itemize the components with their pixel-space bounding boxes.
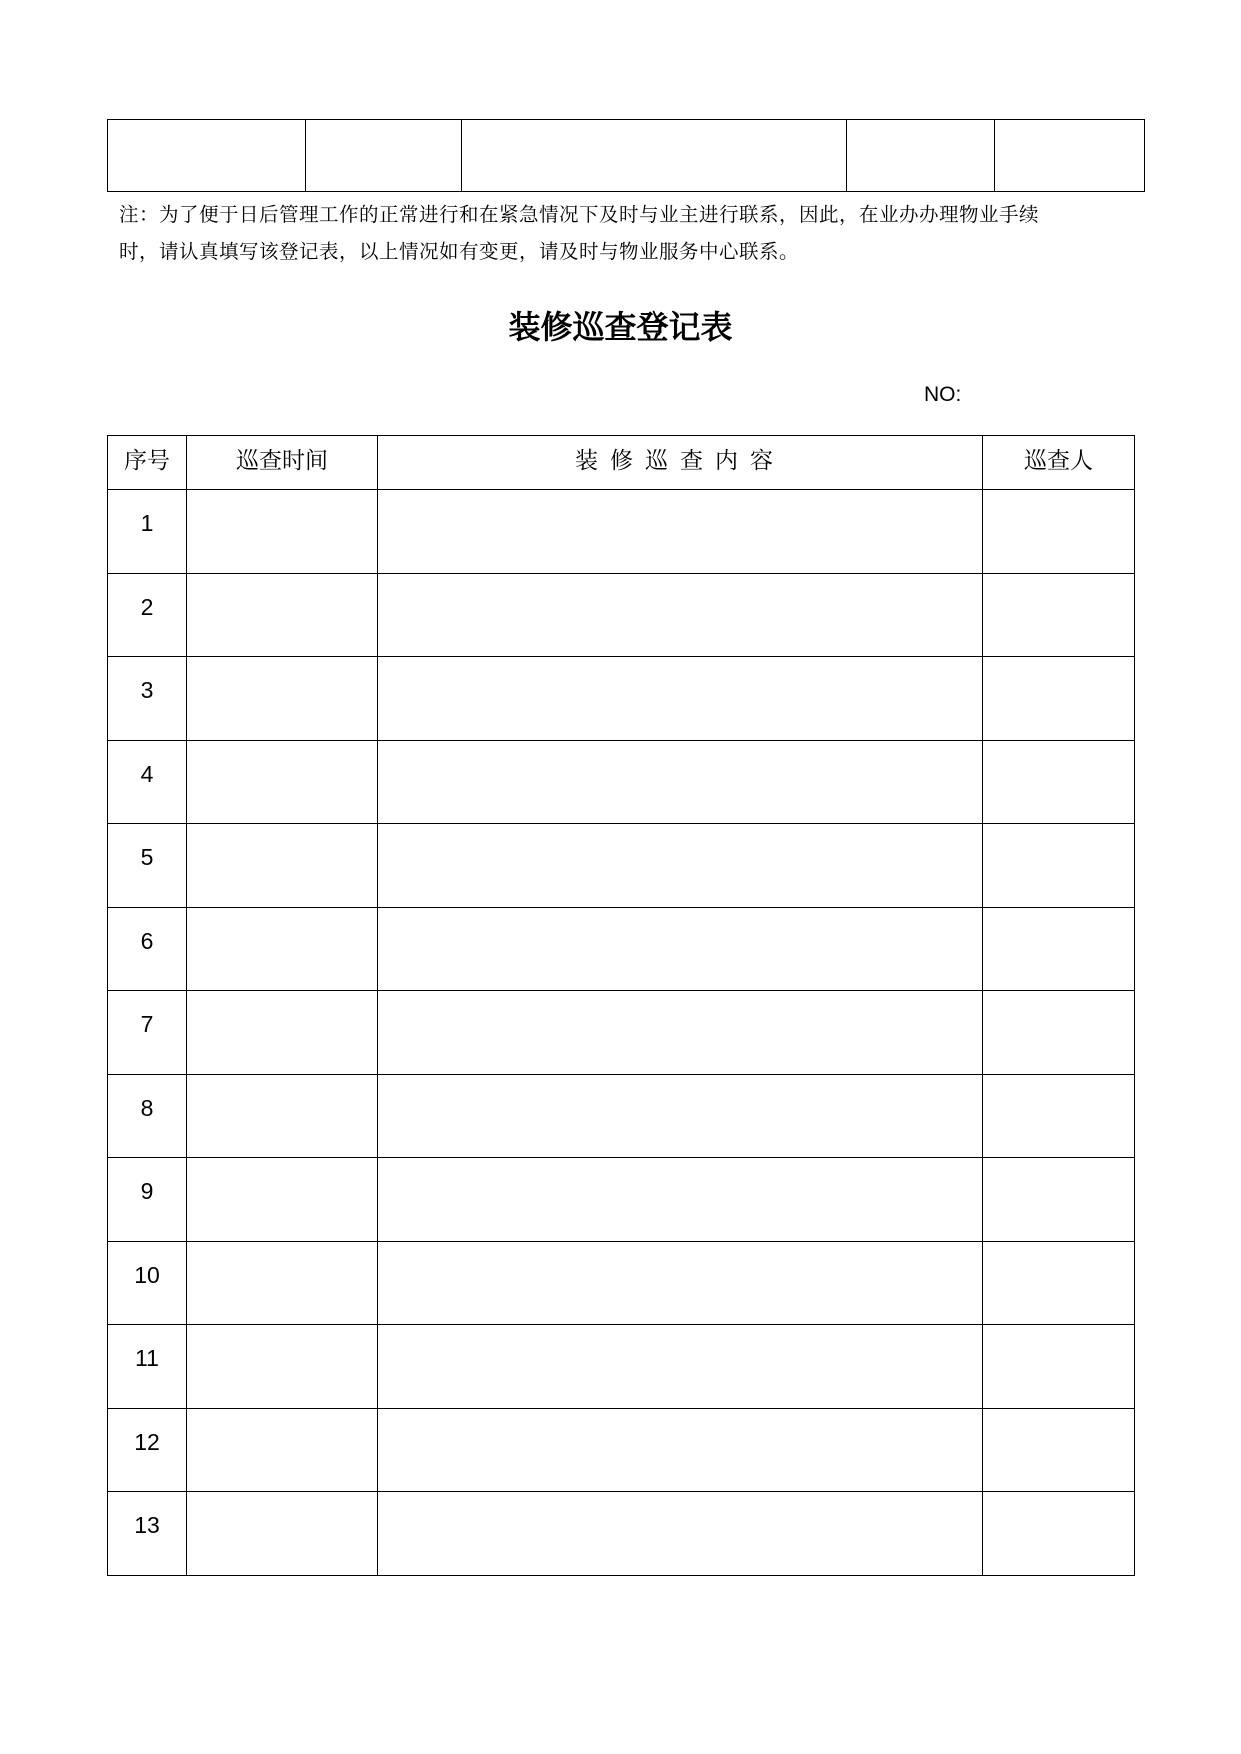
row-seq-number: 12 [108,1408,187,1492]
row-inspection-time-cell[interactable] [187,824,378,908]
row-inspection-time-cell[interactable] [187,1325,378,1409]
row-inspector-cell[interactable] [983,1074,1135,1158]
blank-cell[interactable] [462,120,847,192]
table-row [108,907,1135,991]
row-seq-number: 6 [108,907,187,991]
row-inspection-content-cell[interactable] [378,1158,983,1242]
row-seq-number: 5 [108,824,187,908]
row-inspector-cell[interactable] [983,1241,1135,1325]
row-seq-number: 1 [108,490,187,574]
row-seq-number: 10 [108,1241,187,1325]
registration-note [119,196,1139,270]
row-seq-number: 9 [108,1158,187,1242]
header-seq: 序号 [108,436,187,490]
row-inspection-time-cell[interactable] [187,1408,378,1492]
row-inspection-time-cell[interactable] [187,490,378,574]
table-row [108,1408,1135,1492]
row-inspection-content-cell[interactable] [378,490,983,574]
table-row [108,1158,1135,1242]
blank-cell[interactable] [306,120,462,192]
previous-form-table-fragment [107,119,1145,192]
row-inspection-content-cell[interactable] [378,657,983,741]
table-row [108,824,1135,908]
header-inspection-content: 装修巡查内容 [378,436,983,490]
row-seq-number: 11 [108,1325,187,1409]
blank-cell[interactable] [847,120,995,192]
table-row [108,1074,1135,1158]
blank-cell[interactable] [995,120,1145,192]
table-row [108,1325,1135,1409]
row-inspector-cell[interactable] [983,657,1135,741]
row-seq-number: 7 [108,991,187,1075]
row-inspection-content-cell[interactable] [378,740,983,824]
note-line-2: 时，请认真填写该登记表，以上情况如有变更，请及时与物业服务中心联系。 [119,240,800,263]
row-inspector-cell[interactable] [983,573,1135,657]
row-inspection-time-cell[interactable] [187,657,378,741]
row-inspection-content-cell[interactable] [378,1074,983,1158]
row-inspection-time-cell[interactable] [187,1241,378,1325]
row-inspector-cell[interactable] [983,1492,1135,1576]
blank-cell[interactable] [108,120,306,192]
row-seq-number: 4 [108,740,187,824]
row-seq-number: 2 [108,573,187,657]
row-inspector-cell[interactable] [983,490,1135,574]
row-inspection-content-cell[interactable] [378,573,983,657]
header-inspection-time: 巡查时间 [187,436,378,490]
table-row [108,490,1135,574]
row-inspection-content-cell[interactable] [378,1241,983,1325]
form-number-label: NO: [924,383,962,406]
row-inspection-content-cell[interactable] [378,907,983,991]
row-inspector-cell[interactable] [983,824,1135,908]
row-inspection-content-cell[interactable] [378,1408,983,1492]
row-inspection-time-cell[interactable] [187,1074,378,1158]
page-title: 装修巡查登记表 [508,308,733,346]
table-header-row [108,436,1135,490]
row-seq-number: 3 [108,657,187,741]
table-body [108,490,1135,1576]
row-inspector-cell[interactable] [983,907,1135,991]
table-row [108,1241,1135,1325]
header-inspector: 巡查人 [983,436,1135,490]
row-inspector-cell[interactable] [983,1325,1135,1409]
row-inspection-time-cell[interactable] [187,991,378,1075]
row-inspector-cell[interactable] [983,740,1135,824]
table-row [108,120,1145,192]
row-inspection-time-cell[interactable] [187,573,378,657]
row-inspection-time-cell[interactable] [187,740,378,824]
row-inspection-content-cell[interactable] [378,1325,983,1409]
table-row [108,991,1135,1075]
row-inspector-cell[interactable] [983,1158,1135,1242]
row-inspection-time-cell[interactable] [187,907,378,991]
row-inspection-time-cell[interactable] [187,1158,378,1242]
row-inspection-time-cell[interactable] [187,1492,378,1576]
table-row [108,573,1135,657]
row-inspection-content-cell[interactable] [378,1492,983,1576]
inspection-log-table [107,435,1135,1576]
row-seq-number: 13 [108,1492,187,1576]
table-row [108,740,1135,824]
row-inspection-content-cell[interactable] [378,824,983,908]
table-row [108,657,1135,741]
row-seq-number: 8 [108,1074,187,1158]
row-inspector-cell[interactable] [983,1408,1135,1492]
table-row [108,1492,1135,1576]
note-line-1: 注：为了便于日后管理工作的正常进行和在紧急情况下及时与业主进行联系，因此，在业办办理物业手续 [119,203,1040,226]
row-inspector-cell[interactable] [983,991,1135,1075]
row-inspection-content-cell[interactable] [378,991,983,1075]
